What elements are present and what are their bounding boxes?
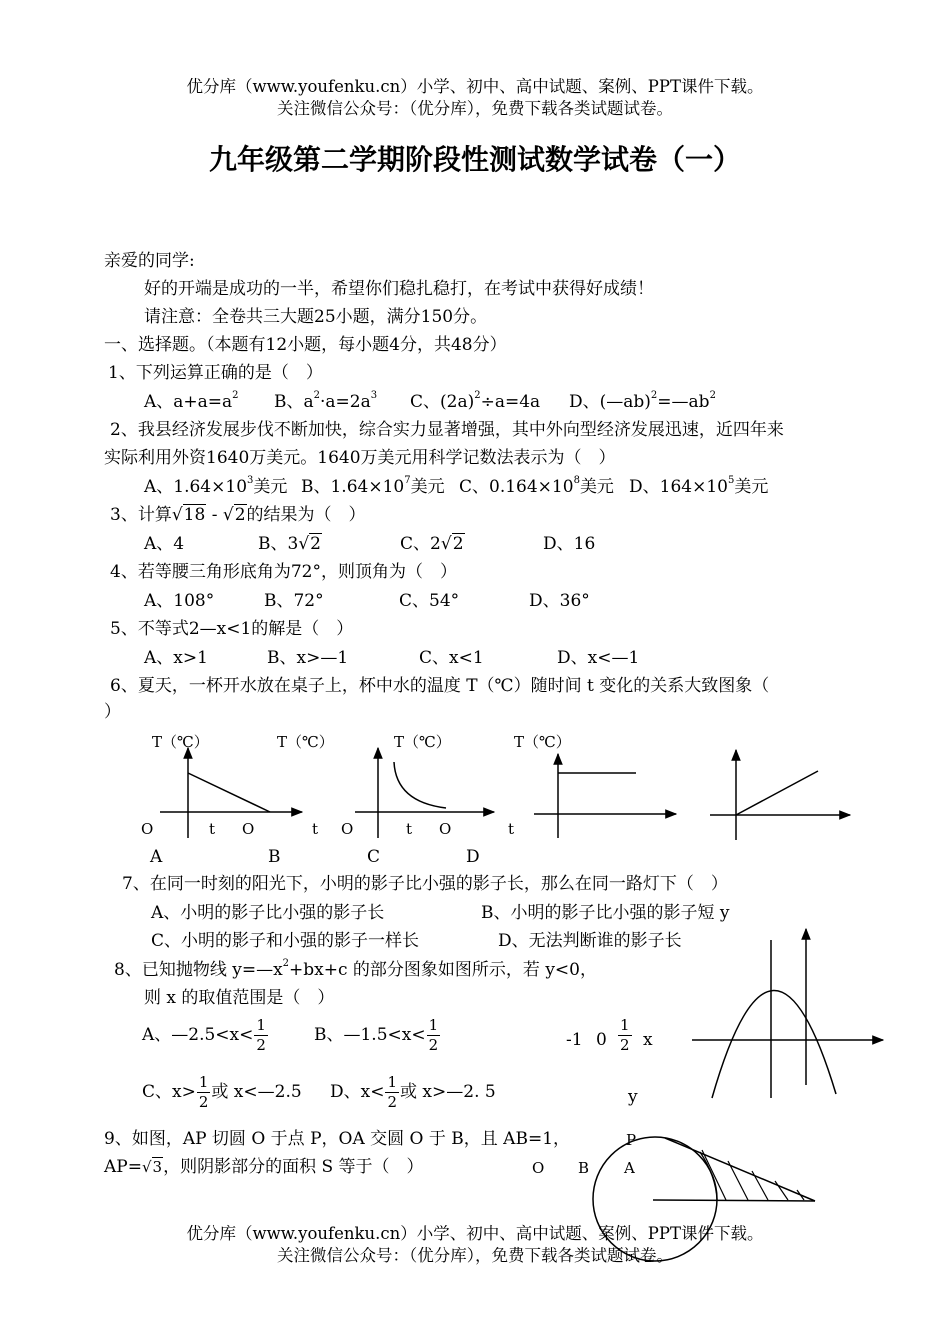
q9-line-1: 9、如图，AP 切圆 O 于点 P，OA 交圆 O 于 B，且 AB=1， xyxy=(104,1129,571,1149)
q6-d-axis-t: t xyxy=(508,820,515,838)
q6-c-axis-t: t xyxy=(406,820,413,838)
greeting: 亲爱的同学: xyxy=(104,251,195,271)
q4-option-b: B、72° xyxy=(264,591,324,611)
q6-graph-a xyxy=(160,748,302,838)
q8-parabola-figure xyxy=(692,929,883,1098)
header-line-1: 优分库（www.youfenku.cn）小学、初中、高中试题、案例、PPT课件下载。 xyxy=(186,77,764,96)
q1-option-b: B、$a^2\cdot a=2a^3$ xyxy=(274,390,378,412)
q5-option-a: A、x>1 xyxy=(144,648,208,668)
q7-option-d: D、无法判断谁的影子长 xyxy=(498,931,682,951)
q8-line-1: 8、已知抛物线 $y=—x^2+bx+c$ 的部分图象如图所示，若 y<0， xyxy=(114,958,597,980)
q6-b-axis-t: t xyxy=(312,820,319,838)
q5-option-b: B、x>—1 xyxy=(267,648,349,668)
q6-line-1: 6、夏天，一杯开水放在桌子上，杯中水的温度 T（℃）随时间 t 变化的关系大致图象（ xyxy=(110,676,770,696)
q5-option-d: D、x<—1 xyxy=(557,648,640,668)
q6-line-2: ） xyxy=(104,702,121,722)
q6-a-origin: O xyxy=(141,820,154,838)
q6-b-origin: O xyxy=(242,820,255,838)
q3-option-b: B、3√2 xyxy=(258,534,321,554)
q2-option-a: A、$1.64\times 10^3$美元 xyxy=(144,475,288,497)
notice: 请注意：全卷共三大题25小题，满分150分。 xyxy=(144,307,488,327)
q4-option-c: C、54° xyxy=(399,591,460,611)
q2-option-b: B、$1.64\times 10^7$美元 xyxy=(301,475,445,497)
q6-d-origin: O xyxy=(439,820,452,838)
q7-option-a: A、小明的影子比小强的影子长 xyxy=(151,903,385,923)
q8-fig-neg1: -1 xyxy=(566,1030,583,1050)
encouragement: 好的开端是成功的一半，希望你们稳扎稳打，在考试中获得好成绩！ xyxy=(144,279,654,299)
q8-fig-x: x xyxy=(643,1030,653,1050)
q1-option-d: D、$(—ab)^2=—ab^2$ xyxy=(569,390,716,412)
q4-option-a: A、108° xyxy=(144,591,215,611)
q6-d-axis-T: T（℃） xyxy=(514,733,571,751)
q8-line-2: 则 x 的取值范围是（ ） xyxy=(144,988,335,1008)
q9-fig-a: A xyxy=(624,1159,635,1177)
q2-option-c: C、$0.164\times 10^8$美元 xyxy=(459,475,614,497)
q6-option-d: D xyxy=(466,847,480,867)
q8-option-a: A、—2.5<x< $\frac{1}{2}$ xyxy=(142,1016,266,1054)
header-line-2: 关注微信公众号：（优分库），免费下载各类试题试卷。 xyxy=(277,99,673,118)
q9-fig-b: B xyxy=(578,1159,590,1177)
q8-option-b: B、—1.5<x< $\frac{1}{2}$ xyxy=(314,1016,439,1054)
sqrt-2: √2 xyxy=(222,505,246,525)
q6-option-c: C xyxy=(367,847,381,867)
q6-option-b: B xyxy=(268,847,281,867)
q7-stem: 7、在同一时刻的阳光下，小明的影子比小强的影子长，那么在同一路灯下（ ） xyxy=(122,874,728,894)
q3-option-d: D、16 xyxy=(543,534,596,554)
q6-a-axis-T: T（℃） xyxy=(152,733,209,751)
footer-line-1: 优分库（www.youfenku.cn）小学、初中、高中试题、案例、PPT课件下载。 xyxy=(186,1224,764,1243)
q9-line-2: AP=√3，则阴影部分的面积 S 等于（ ） xyxy=(104,1157,424,1177)
q6-graph-d xyxy=(710,750,850,840)
q6-option-a: A xyxy=(150,847,163,867)
q6-c-origin: O xyxy=(341,820,354,838)
q6-c-axis-T: T（℃） xyxy=(394,733,451,751)
q6-graph-b xyxy=(355,748,494,838)
q5-stem: 5、不等式2—x<1的解是（ ） xyxy=(110,619,354,639)
page-title: 九年级第二学期阶段性测试数学试卷（一） xyxy=(208,143,741,176)
q4-option-d: D、36° xyxy=(529,591,590,611)
q6-a-axis-t: t xyxy=(209,820,216,838)
q3-option-c: C、2√2 xyxy=(400,534,464,554)
q8-option-c: C、x> $\frac{1}{2}$ 或 x<—2.5 xyxy=(142,1073,302,1111)
q4-stem: 4、若等腰三角形底角为72°，则顶角为（ ） xyxy=(110,562,457,582)
q1-option-c: C、$(2a)^2\div a=4a$ xyxy=(410,390,541,412)
q2-option-d: D、$164\times 10^5$美元 xyxy=(629,475,769,497)
q2-line-1: 2、我县经济发展步伐不断加快，综合实力显著增强，其中外向型经济发展迅速，近四年来 xyxy=(110,420,784,440)
q3-option-a: A、4 xyxy=(144,534,185,554)
q5-option-c: C、x<1 xyxy=(419,648,484,668)
q3-stem: 3、计算√18 - √2的结果为（ ） xyxy=(110,505,366,525)
q1-option-a: A、$a+a=a^2$ xyxy=(144,390,239,412)
q8-fig-half: $\frac{1}{2}$ xyxy=(620,1016,630,1054)
q7-option-b: B、小明的影子比小强的影子短 y xyxy=(481,903,730,923)
sqrt-18: √18 xyxy=(171,505,206,525)
footer-line-2: 关注微信公众号：（优分库），免费下载各类试题试卷。 xyxy=(277,1246,673,1265)
q8-fig-y: y xyxy=(628,1087,638,1107)
q2-line-2: 实际利用外资1640万美元。1640万美元用科学记数法表示为（ ） xyxy=(104,448,616,468)
q6-b-axis-T: T（℃） xyxy=(277,733,334,751)
q1-stem: 1、下列运算正确的是（ ） xyxy=(108,363,323,383)
q9-fig-p: P xyxy=(626,1131,637,1149)
q9-fig-o: O xyxy=(532,1159,545,1177)
q6-graph-c xyxy=(534,754,676,838)
section-1-heading: 一、选择题。（本题有12小题，每小题4分，共48分） xyxy=(104,335,507,355)
q7-option-c: C、小明的影子和小强的影子一样长 xyxy=(151,931,420,951)
q8-option-d: D、x< $\frac{1}{2}$ 或 x>—2. 5 xyxy=(330,1073,496,1111)
q8-fig-zero: 0 xyxy=(596,1030,607,1050)
